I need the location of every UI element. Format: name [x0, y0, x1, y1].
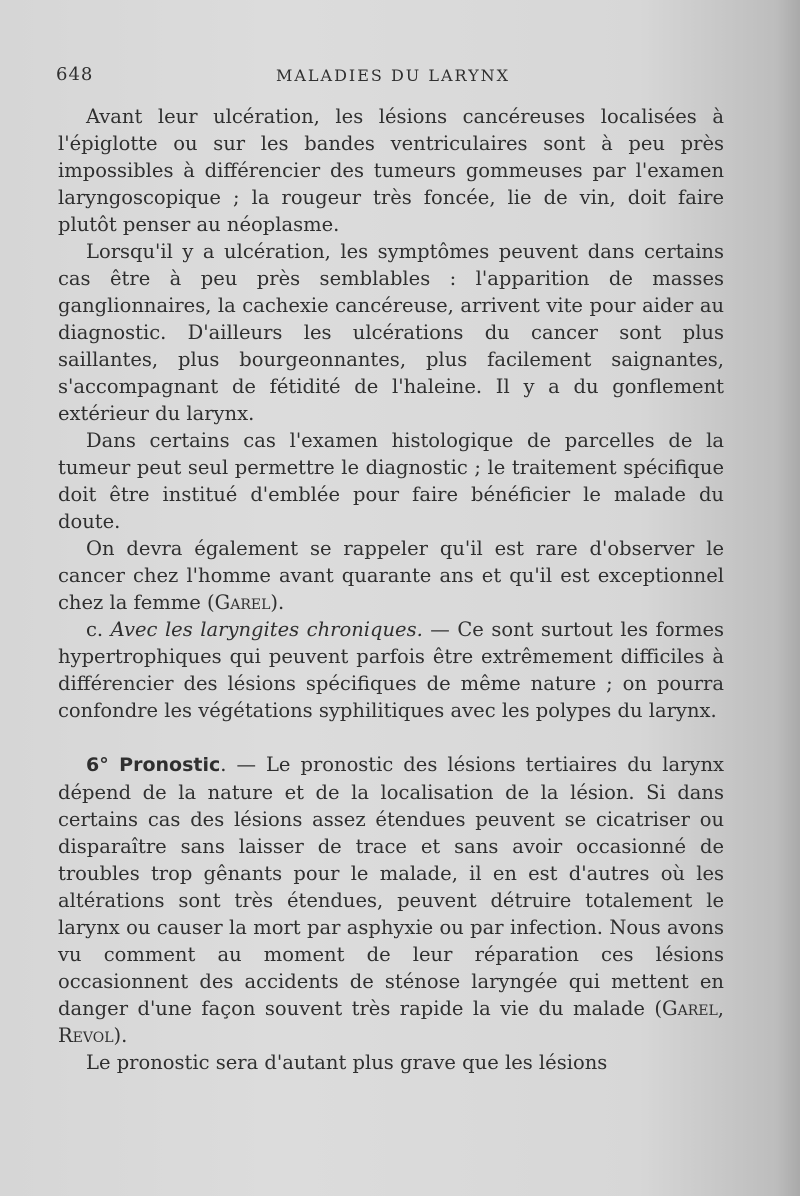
paragraph-text: — Ce sont surtout les formes hypertrophiques qui peuvent parfois être extrêmement difficiles à différencier des lésions spécifiques de même nature ; on pourra confondre les végétations syphilitiques avec les polypes du larynx.: [58, 618, 724, 722]
author-citation: Garel, Revol: [58, 997, 724, 1047]
paragraph-text: Lorsqu'il y a ulcération, les symptômes peuvent dans certains cas être à peu près semblables : l'apparition de masses ganglionnaires, la cachexie cancéreuse, arrivent vite pour aider au diagnostic. D'ailleurs les ulcérations du cancer sont plus saillantes, plus bourgeonnantes, plus facilement saignantes, s'accompagnant de fétidité de l'haleine. Il y a du gonflement extérieur du larynx.: [58, 240, 724, 425]
body-text: [58, 103, 724, 1076]
page-header: [56, 64, 730, 88]
section-heading: 6° Pronostic: [86, 754, 221, 776]
paragraph: [58, 238, 724, 427]
section-paragraph: [58, 751, 724, 1049]
paragraph: [58, 427, 724, 535]
paragraph-text: Avant leur ulcération, les lésions cancéreuses localisées à l'épiglotte ou sur les bandes ventriculaires sont à peu près impossibles à différencier des tumeurs gommeuses par l'examen laryngoscopique ; la rougeur très foncée, lie de vin, doit faire plutôt penser au néoplasme.: [58, 105, 724, 236]
paragraph-text: ).: [270, 591, 285, 614]
paragraph: [58, 1049, 724, 1076]
paragraph-text: Le pronostic sera d'autant plus grave que les lésions: [86, 1051, 608, 1074]
paragraph-text: ).: [113, 1024, 128, 1047]
running-title: MALADIES DU LARYNX: [275, 66, 511, 85]
subsection-label: c.: [86, 618, 104, 641]
paragraph: [58, 103, 724, 238]
subsection-title: Avec les laryngites chroniques.: [110, 618, 423, 641]
paragraph-text: . — Le pronostic des lésions tertiaires du larynx dépend de la nature et de la localisation de la lésion. Si dans certains cas des lésions assez étendues peuvent se cicatriser ou disparaître sans laisser de trace et sans avoir occasionné de troubles trop gênants pour le malade, il en est d'autres où les altérations sont très étendues, peuvent détruire totalement le larynx ou causer la mort par asphyxie ou par infection. Nous avons vu comment au moment de leur réparation ces lésions occasionnent des accidents de sténose laryngée qui mettent en danger d'une façon souvent très rapide la vie du malade (: [58, 753, 724, 1020]
author-citation: Garel: [214, 591, 271, 614]
paragraph-text: Dans certains cas l'examen histologique de parcelles de la tumeur peut seul permettre le diagnostic ; le traitement spécifique doit être institué d'emblée pour faire bénéficier le malade du doute.: [58, 429, 724, 533]
page-number: 648: [56, 64, 94, 85]
paragraph: [58, 616, 724, 724]
paragraph: [58, 535, 724, 616]
paragraph-text: On devra également se rappeler qu'il est rare d'observer le cancer chez l'homme avant quarante ans et qu'il est exceptionnel chez la femme (: [58, 537, 724, 614]
